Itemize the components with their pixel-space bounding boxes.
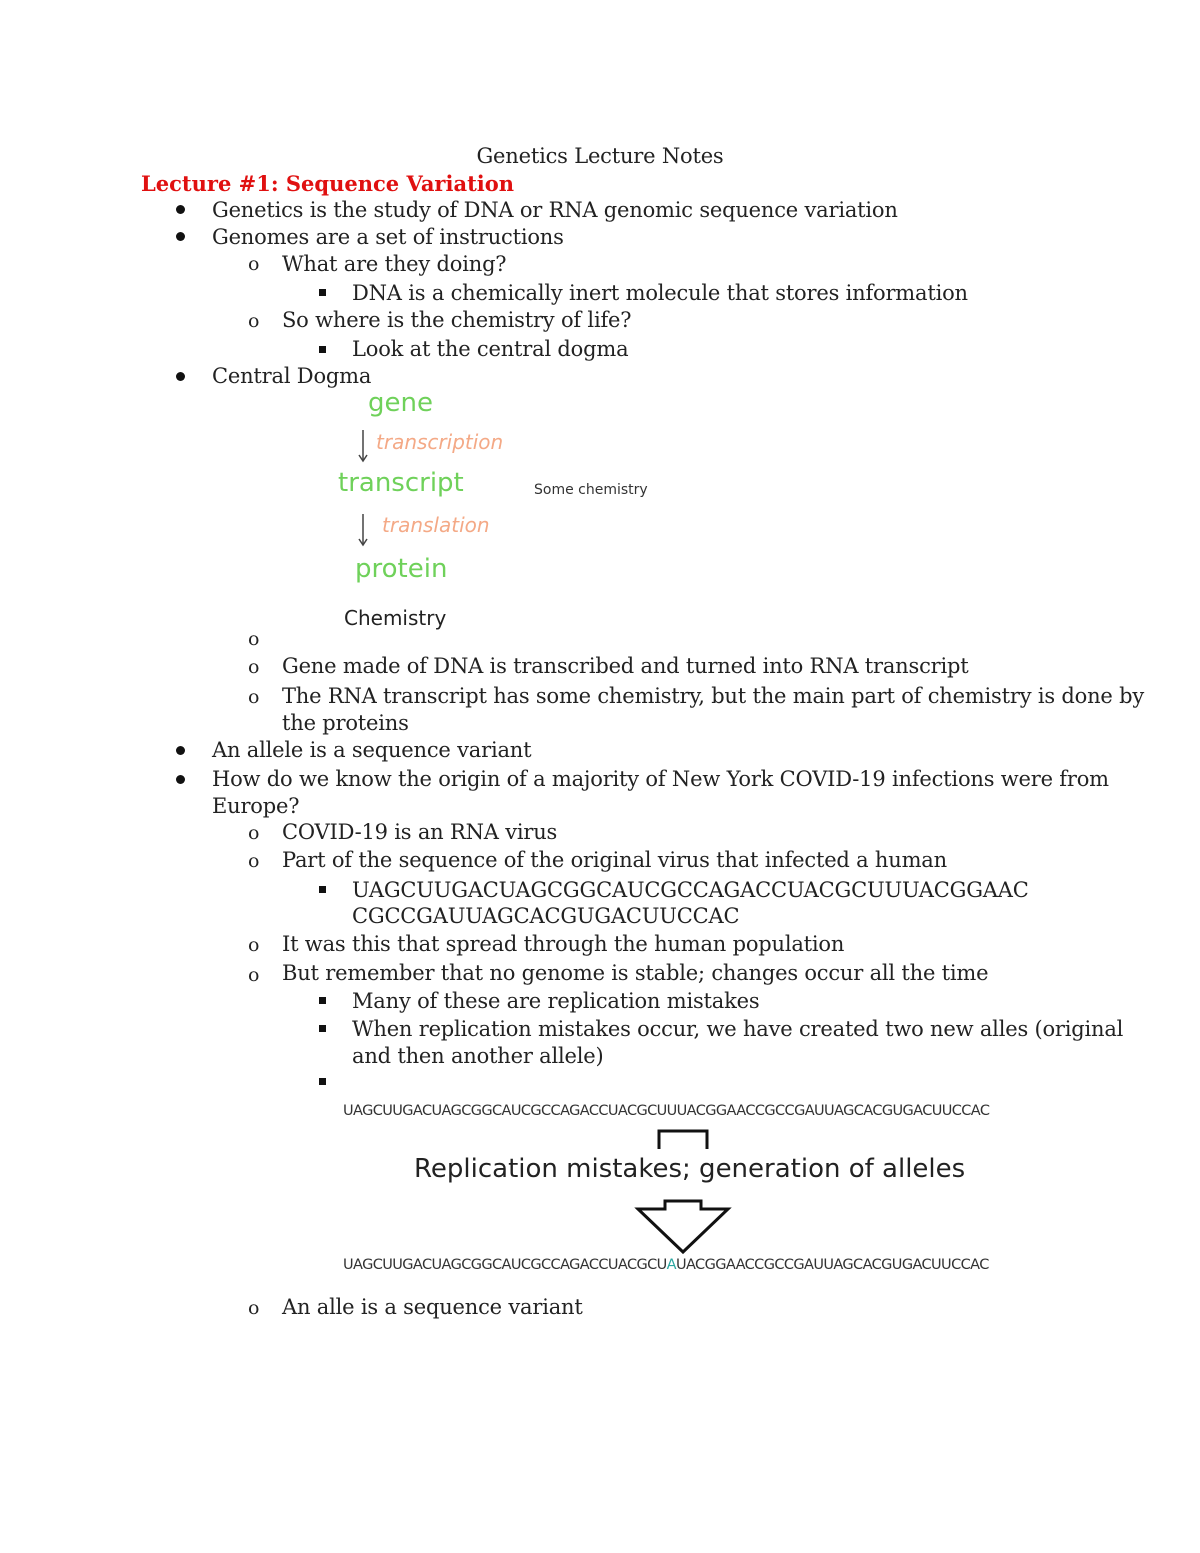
bullet-square <box>319 346 326 353</box>
list-item-continuation: Europe? <box>212 794 300 818</box>
replication-label: Replication mistakes; generation of alleles <box>414 1154 966 1184</box>
list-item: How do we know the origin of a majority of New York COVID-19 infections were from <box>212 767 1109 791</box>
page-title: Genetics Lecture Notes <box>476 144 724 168</box>
bullet-circle: o <box>248 964 260 986</box>
arrow-down-icon <box>356 512 370 548</box>
list-item: Central Dogma <box>212 364 372 388</box>
list-item: Genomes are a set of instructions <box>212 225 564 249</box>
bullet-square <box>319 289 326 296</box>
bullet-square <box>319 1025 326 1032</box>
bullet-square <box>319 886 326 893</box>
bullet-square <box>319 1078 326 1085</box>
list-item: But remember that no genome is stable; changes occur all the time <box>282 961 989 985</box>
mutated-base: A <box>666 1257 676 1273</box>
bracket-icon <box>655 1128 711 1150</box>
list-item: Look at the central dogma <box>352 337 629 361</box>
bullet-circle: o <box>248 656 260 678</box>
some-chemistry-label: Some chemistry <box>534 482 648 498</box>
sequence-mutated: UAGCUUGACUAGCGGCAUCGCCAGACCUACGCUAUACGGAACCGCCGAUUAGCACGUGACUUCCAC <box>343 1257 989 1273</box>
arrow-down-icon <box>634 1198 732 1256</box>
bullet-circle: o <box>248 686 260 708</box>
list-item: When replication mistakes occur, we have created two new alles (original <box>352 1017 1124 1041</box>
dogma-protein: protein <box>355 554 448 584</box>
bullet-circle: o <box>248 310 260 332</box>
list-item: An allele is a sequence variant <box>212 738 532 762</box>
dogma-gene: gene <box>368 388 433 418</box>
list-item-continuation: and then another allele) <box>352 1044 604 1068</box>
list-item: UAGCUUGACUAGCGGCAUCGCCAGACCUACGCUUUACGGAAC <box>352 878 1029 902</box>
bullet-circle: o <box>248 822 260 844</box>
list-item: Part of the sequence of the original virus that infected a human <box>282 848 947 872</box>
dogma-transcription: transcription <box>376 430 504 454</box>
lecture-heading: Lecture #1: Sequence Variation <box>141 171 515 196</box>
list-item-continuation: the proteins <box>282 711 409 735</box>
list-item: The RNA transcript has some chemistry, but the main part of chemistry is done by <box>282 684 1145 708</box>
bullet-circle: o <box>248 934 260 956</box>
bullet-circle: o <box>248 1297 260 1319</box>
list-item: It was this that spread through the human population <box>282 932 845 956</box>
list-item: Genetics is the study of DNA or RNA genomic sequence variation <box>212 198 898 222</box>
bullet-disc <box>176 775 185 784</box>
bullet-disc <box>176 372 185 381</box>
bullet-circle: o <box>248 850 260 872</box>
list-item: An alle is a sequence variant <box>282 1295 583 1319</box>
bullet-circle: o <box>248 628 260 650</box>
list-item: COVID-19 is an RNA virus <box>282 820 558 844</box>
bullet-circle: o <box>248 253 260 275</box>
arrow-down-icon <box>356 428 370 464</box>
list-item: DNA is a chemically inert molecule that stores information <box>352 281 968 305</box>
bullet-disc <box>176 205 185 214</box>
list-item: Gene made of DNA is transcribed and turned into RNA transcript <box>282 654 969 678</box>
dogma-translation: translation <box>382 513 490 537</box>
list-item-continuation: CGCCGAUUAGCACGUGACUUCCAC <box>352 904 740 928</box>
list-item: Many of these are replication mistakes <box>352 989 760 1013</box>
bullet-square <box>319 997 326 1004</box>
list-item: So where is the chemistry of life? <box>282 308 632 332</box>
dogma-transcript: transcript <box>338 468 464 498</box>
chemistry-label: Chemistry <box>344 606 447 630</box>
bullet-disc <box>176 232 185 241</box>
sequence-original: UAGCUUGACUAGCGGCAUCGCCAGACCUACGCUUUACGGAACCGCCGAUUAGCACGUGACUUCCAC <box>343 1103 990 1119</box>
list-item: What are they doing? <box>282 252 507 276</box>
bullet-disc <box>176 746 185 755</box>
